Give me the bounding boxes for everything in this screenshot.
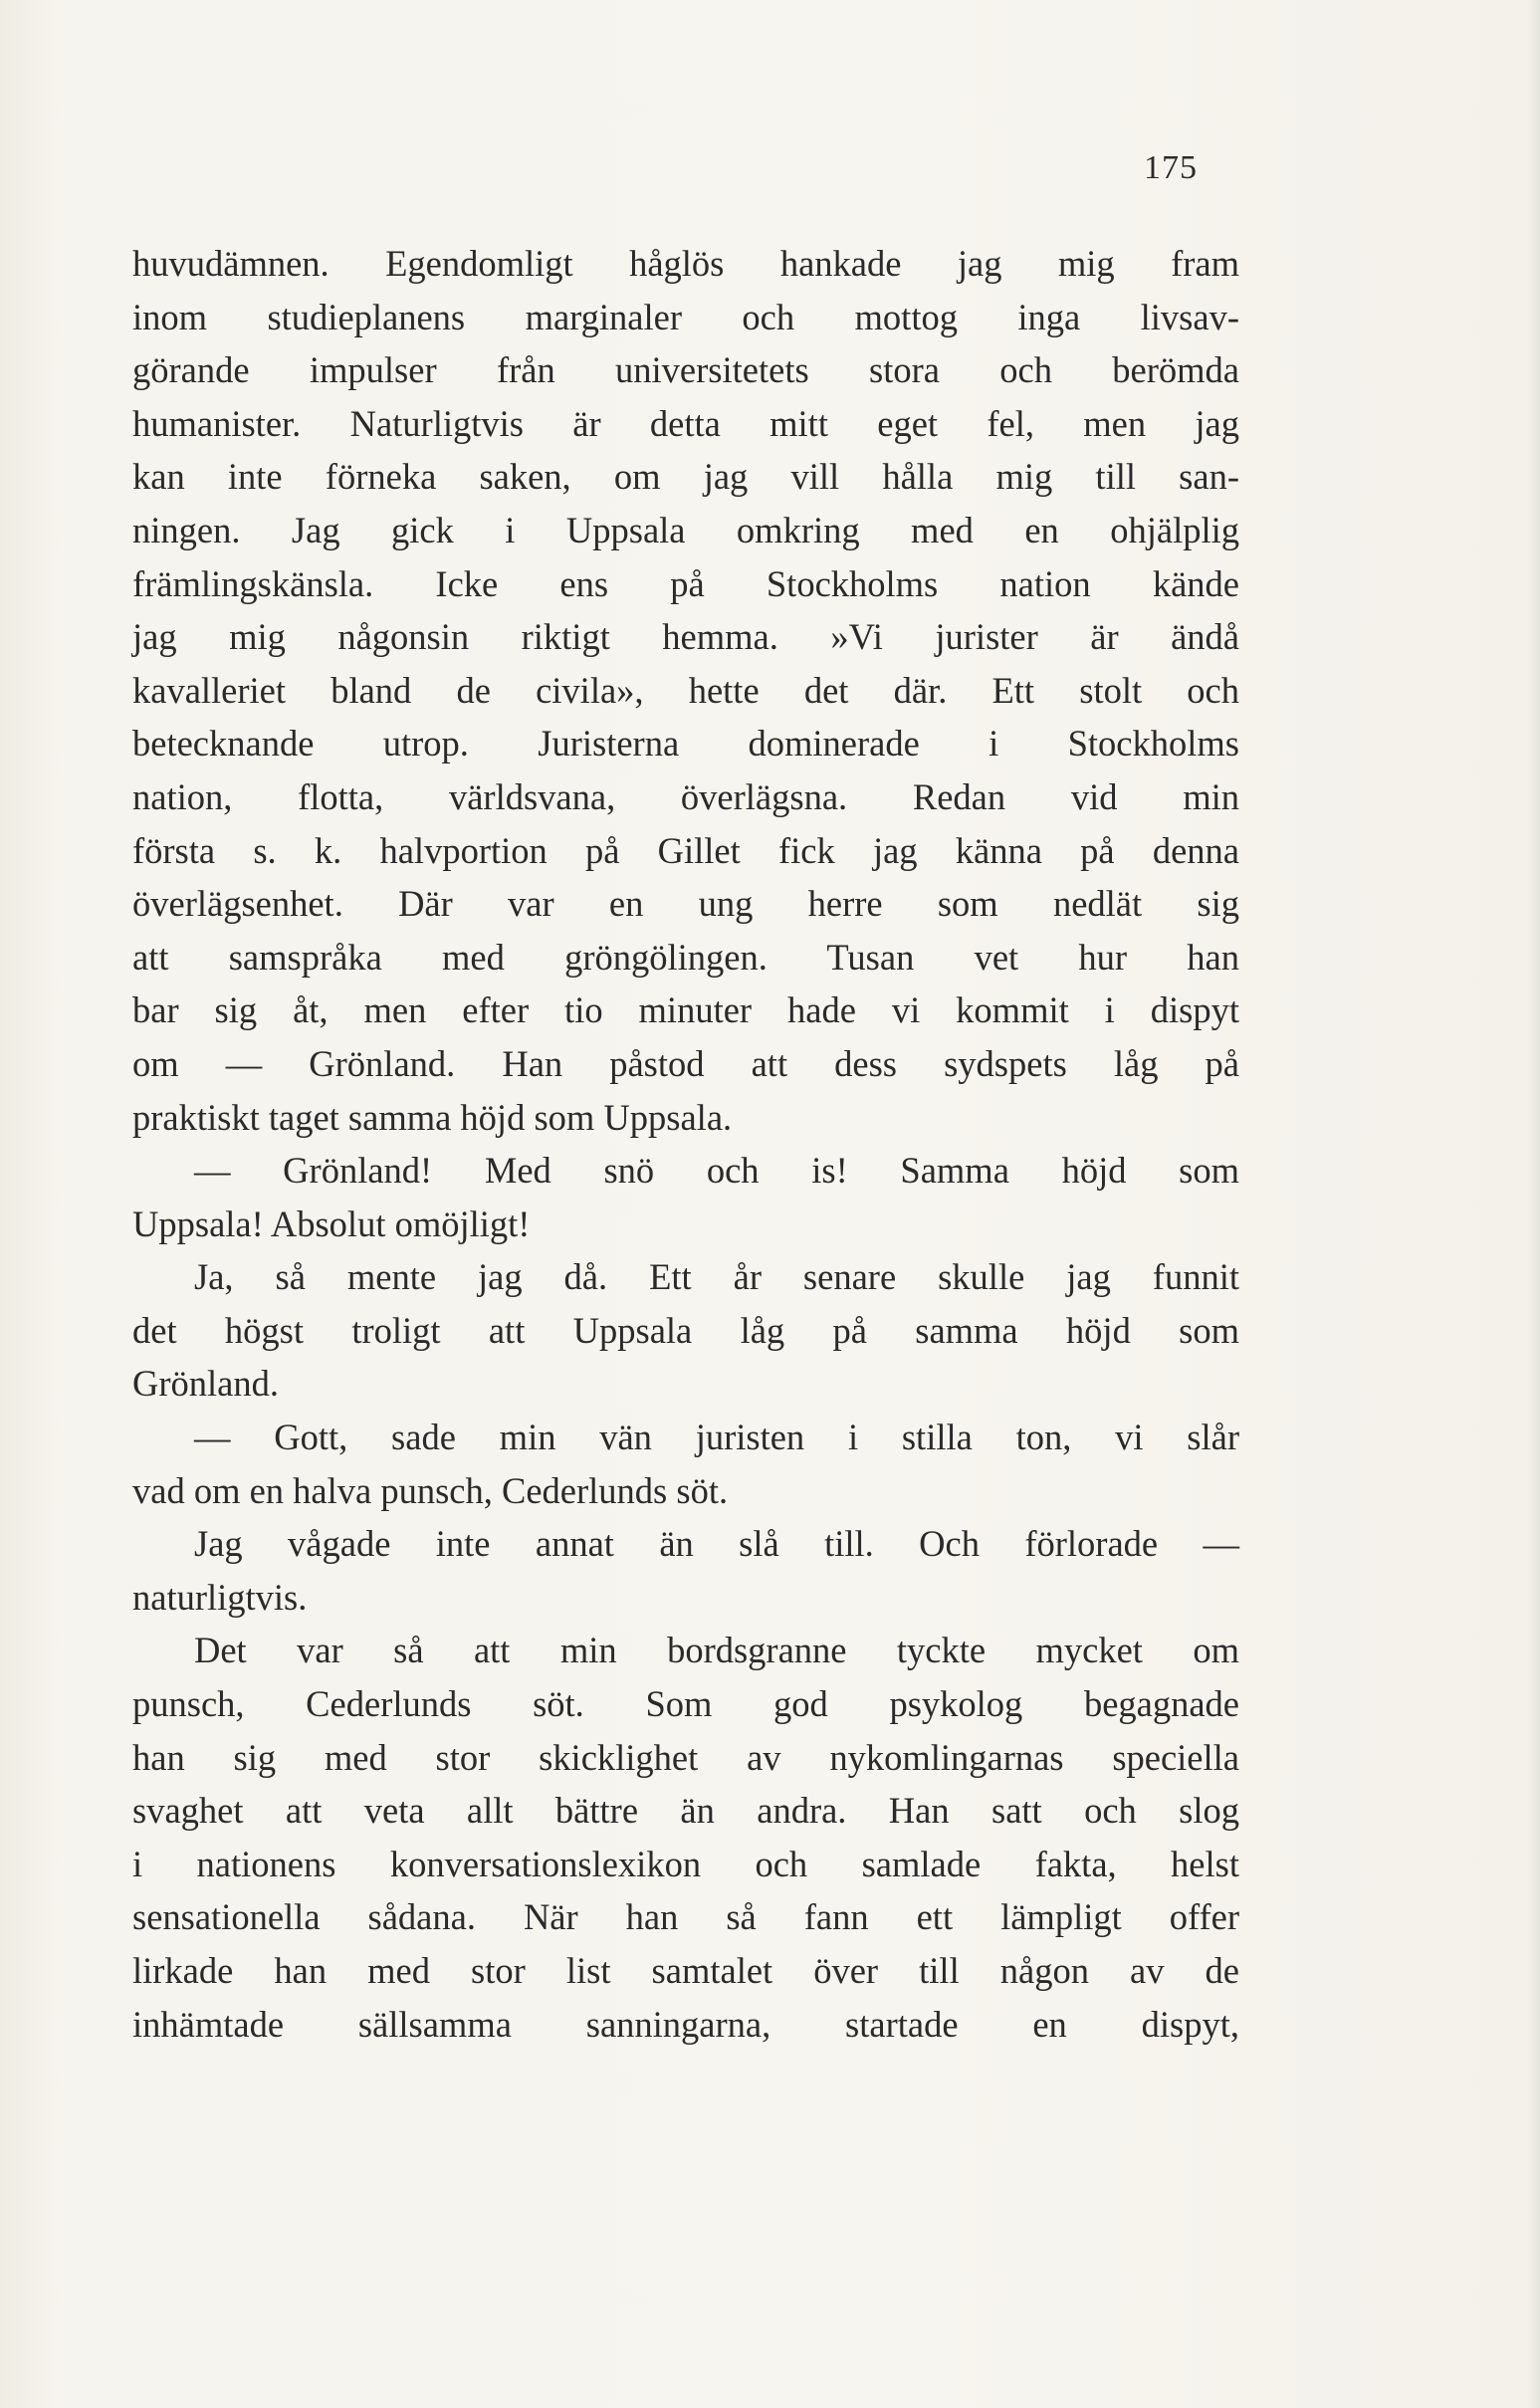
text-line: — Gott, sade min vän juristen i stilla ton, vi slår [194, 1417, 1239, 1458]
text-line: Uppsala! Absolut omöjligt! [132, 1203, 531, 1244]
text-line: punsch, Cederlunds söt. Som god psykolog begagnade [132, 1683, 1239, 1725]
text-line: naturligtvis. [132, 1576, 308, 1618]
text-line: att samspråka med gröngölingen. Tusan vet hur han [132, 936, 1239, 978]
text-line: ningen. Jag gick i Uppsala omkring med en ohjälplig [132, 509, 1239, 550]
text-line: humanister. Naturligtvis är detta mitt eget fel, men jag [132, 402, 1239, 444]
text-line: svaghet att veta allt bättre än andra. Han satt och slog [132, 1790, 1239, 1832]
text-line: det högst troligt att Uppsala låg på samma höjd som [132, 1309, 1239, 1351]
text-line: görande impulser från universitetets stora och berömda [132, 349, 1239, 391]
text-line: sensationella sådana. När han så fann ett lämpligt offer [132, 1896, 1239, 1938]
text-line: betecknande utrop. Juristerna dominerade i Stockholms [132, 723, 1239, 765]
text-line: första s. k. halvportion på Gillet fick jag känna på denna [132, 829, 1239, 871]
text-line: i nationens konversationslexikon och samlade fakta, helst [132, 1843, 1239, 1884]
text-line: inom studieplanens marginaler och mottog inga livsav- [132, 296, 1239, 337]
text-line: huvudämnen. Egendomligt håglös hankade jag mig fram [132, 243, 1239, 284]
text-line: inhämtade sällsamma sanningarna, startade en dispyt, [132, 2003, 1239, 2045]
text-line: kan inte förneka saken, om jag vill hålla mig till san- [132, 456, 1239, 498]
text-line: Det var så att min bordsgranne tyckte mycket om [194, 1630, 1239, 1671]
page-edge-shadow [1526, 0, 1540, 2408]
text-line: bar sig åt, men efter tio minuter hade vi kommit i dispyt [132, 989, 1239, 1031]
text-line: Ja, så mente jag då. Ett år senare skulle jag funnit [194, 1256, 1239, 1298]
text-line: Jag vågade inte annat än slå till. Och förlorade — [194, 1523, 1239, 1565]
text-line: praktiskt taget samma höjd som Uppsala. [132, 1096, 733, 1138]
text-line: om — Grönland. Han påstod att dess sydspets låg på [132, 1042, 1239, 1084]
text-line: nation, flotta, världsvana, överlägsna. Redan vid min [132, 775, 1239, 817]
text-line: främlingskänsla. Icke ens på Stockholms nation kände [132, 562, 1239, 604]
text-line: Grönland. [132, 1363, 279, 1405]
text-line: — Grönland! Med snö och is! Samma höjd som [194, 1150, 1239, 1192]
text-line: kavalleriet bland de civila», hette det där. Ett stolt och [132, 669, 1239, 711]
text-line: vad om en halva punsch, Cederlunds söt. [132, 1469, 729, 1511]
text-line: han sig med stor skicklighet av nykomlingarnas speciella [132, 1736, 1239, 1778]
text-line: lirkade han med stor list samtalet över till någon av de [132, 1950, 1239, 1991]
text-line: jag mig någonsin riktigt hemma. »Vi jurister är ändå [132, 616, 1239, 658]
body-text [132, 237, 1239, 2051]
text-line: överlägsenhet. Där var en ung herre som nedlät sig [132, 883, 1239, 925]
page-number: 175 [1144, 149, 1198, 186]
